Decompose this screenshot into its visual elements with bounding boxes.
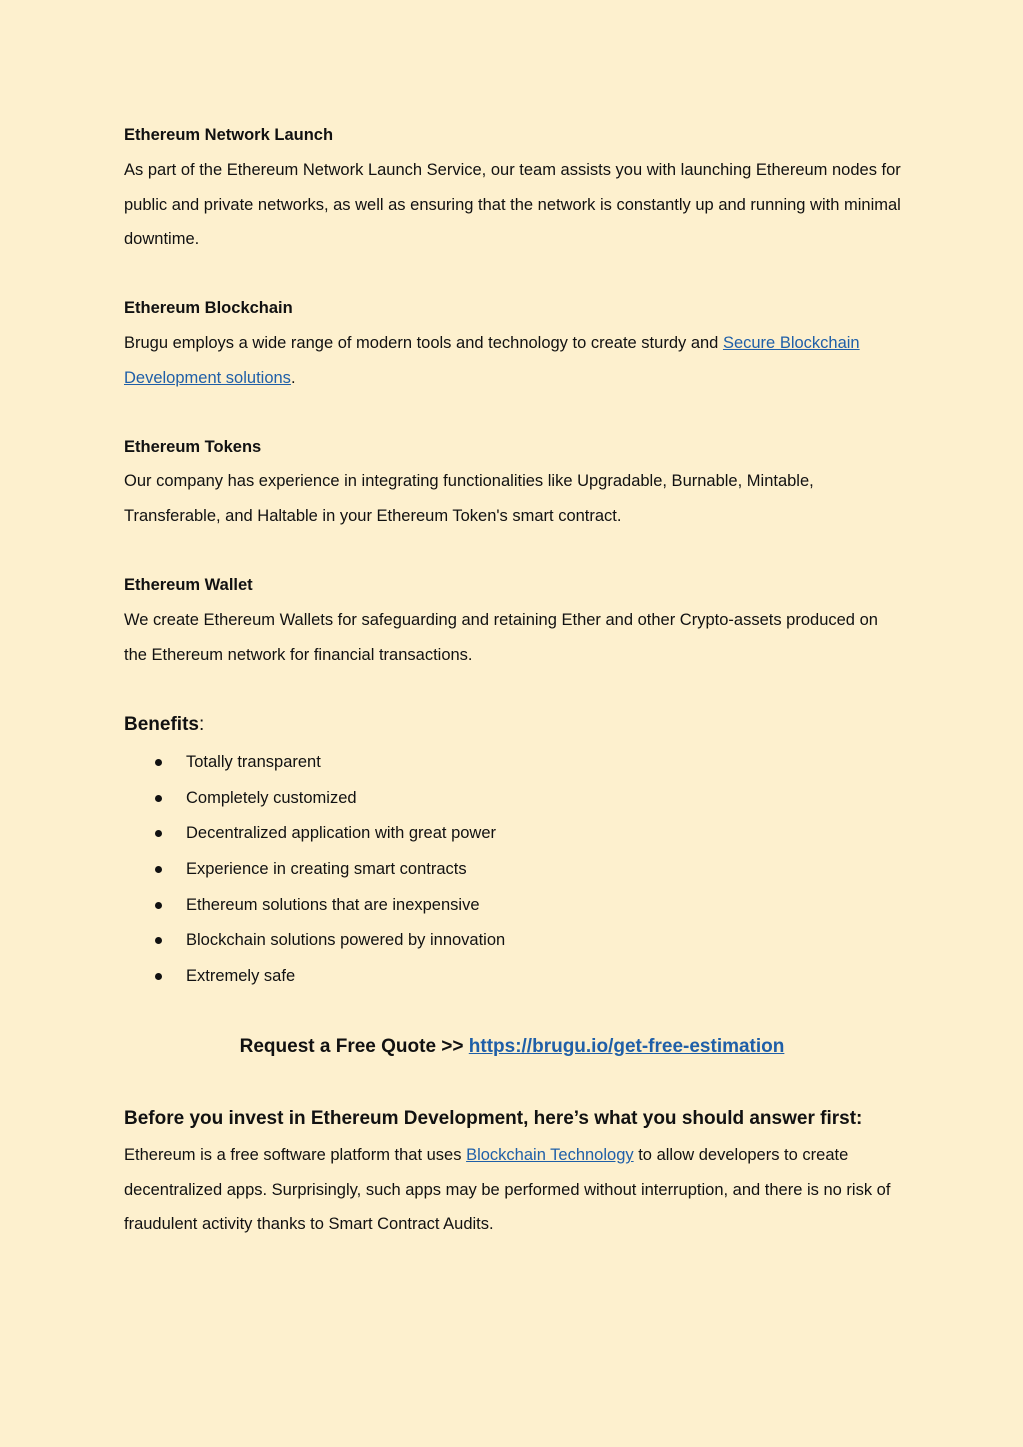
- benefit-text: Extremely safe: [186, 967, 296, 986]
- list-item: [124, 781, 724, 817]
- benefit-text: Completely customized: [186, 788, 357, 807]
- list-item: [124, 923, 724, 959]
- free-quote-label: Request a Free Quote >>: [239, 1036, 469, 1057]
- bullet-icon: [155, 830, 162, 837]
- bullet-icon: [155, 759, 162, 766]
- list-item: [124, 816, 724, 852]
- list-item: [124, 959, 724, 995]
- bullet-icon: [155, 902, 162, 909]
- free-estimation-link[interactable]: https://brugu.io/get-free-estimation: [468, 1036, 785, 1057]
- list-item: [124, 852, 724, 888]
- benefits-heading: [124, 713, 204, 737]
- invest-heading: Before you invest in Ethereum Development, here’s what you should answer first:: [124, 1108, 863, 1129]
- bullet-icon: [155, 795, 162, 802]
- benefits-list: [124, 745, 724, 995]
- section-title-blockchain: Ethereum Blockchain: [124, 299, 293, 317]
- benefit-text: Blockchain solutions powered by innovation: [186, 931, 506, 950]
- invest-body-text: Ethereum is a free software platform that uses: [124, 1146, 467, 1164]
- benefit-text: Experience in creating smart contracts: [186, 860, 467, 879]
- bullet-icon: [155, 973, 162, 980]
- benefit-text: Totally transparent: [186, 753, 321, 771]
- section-body-blockchain: [124, 326, 904, 395]
- section-body-network-launch: As part of the Ethereum Network Launch Service, our team assists you with launching Ethereum nodes for public and private networks, as well as ensuring that the network is constantly up and running with minimal downtime.: [124, 161, 901, 249]
- invest-body: [124, 1138, 904, 1242]
- section-title-tokens: Ethereum Tokens: [124, 438, 262, 456]
- section-title-network-launch: Ethereum Network Launch: [124, 126, 334, 144]
- section-body-blockchain-suffix: .: [290, 368, 296, 387]
- benefits-heading-label: Benefits: [124, 714, 199, 735]
- benefit-text: Decentralized application with great power: [186, 824, 497, 843]
- bullet-icon: [155, 866, 162, 873]
- section-body-wallet: We create Ethereum Wallets for safeguarding and retaining Ether and other Crypto-assets produced on the Ethereum network for financial transactions.: [124, 611, 878, 664]
- blockchain-technology-link[interactable]: Blockchain Technology: [466, 1146, 634, 1164]
- section-body-blockchain-text: Brugu employs a wide range of modern tools and technology to create sturdy and: [124, 334, 723, 352]
- section-body-tokens: Our company has experience in integrating functionalities like Upgradable, Burnable, Mintable, Transferable, and Haltable in your Ethereum Token's smart contract.: [124, 472, 814, 525]
- free-quote-line: [124, 1034, 900, 1060]
- bullet-icon: [155, 937, 162, 944]
- invest-body-suffix: to allow developers to create decentralized apps. Surprisingly, such apps may be performed without interruption, and there is no risk of fraudulent activity thanks to Smart Contract Audits.: [124, 1146, 891, 1234]
- secure-blockchain-development-link[interactable]: Secure Blockchain Development solutions: [124, 334, 860, 387]
- list-item: [124, 888, 724, 924]
- section-title-wallet: Ethereum Wallet: [124, 576, 253, 594]
- benefit-text: Ethereum solutions that are inexpensive: [186, 895, 480, 914]
- list-item: [124, 745, 724, 781]
- benefits-heading-colon: :: [198, 714, 205, 735]
